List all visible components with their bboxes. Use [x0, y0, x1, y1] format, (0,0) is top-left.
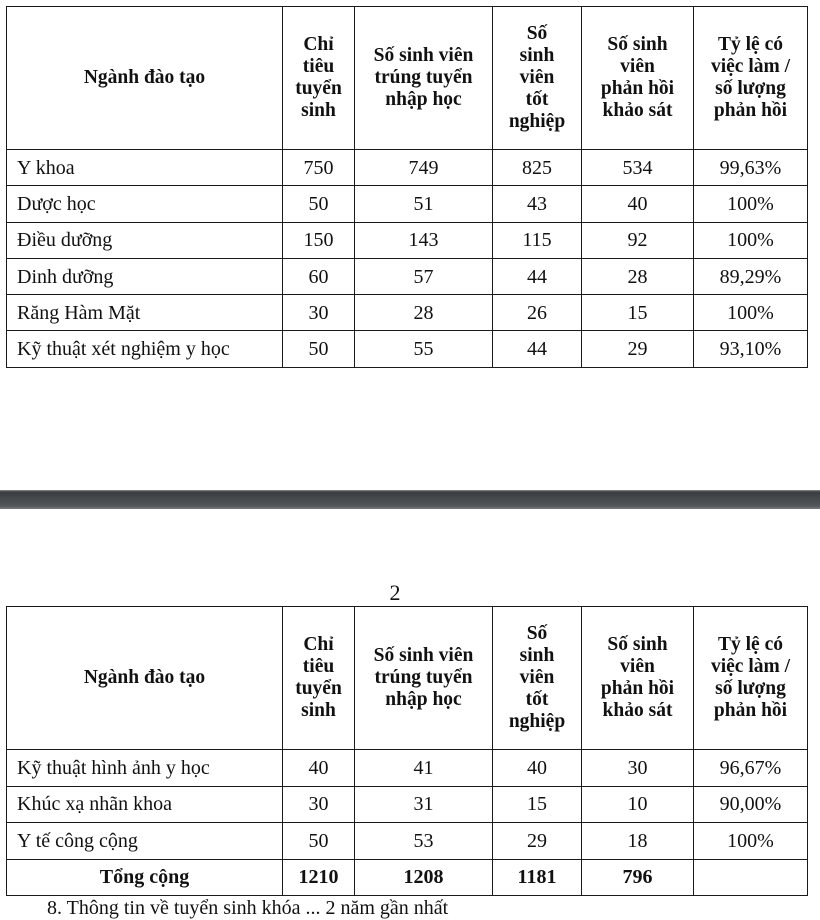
header-major: Ngành đào tạo: [7, 607, 283, 750]
cell-responded: 30: [582, 750, 694, 787]
table-row: [7, 295, 808, 331]
cell-enrolled: 31: [355, 786, 493, 823]
cell-total-label: Tổng cộng: [7, 859, 283, 896]
cell-total-quota: 1210: [283, 859, 355, 896]
table-row: [7, 786, 808, 823]
cell-employment-rate: 100%: [694, 222, 808, 258]
header-quota: Chỉ tiêu tuyển sinh: [283, 7, 355, 150]
cell-responded: 40: [582, 186, 694, 222]
cell-employment-rate: 100%: [694, 823, 808, 860]
cell-major: Dược học: [7, 186, 283, 222]
cell-quota: 50: [283, 186, 355, 222]
cell-total-employment-rate: [694, 859, 808, 896]
cell-major: Điều dưỡng: [7, 222, 283, 258]
cell-graduated: 44: [493, 331, 582, 367]
header-responded: Số sinh viên phản hồi khảo sát: [582, 7, 694, 150]
cell-responded: 29: [582, 331, 694, 367]
cell-major: Kỹ thuật xét nghiệm y học: [7, 331, 283, 367]
header-employment-rate: Tỷ lệ có việc làm / số lượng phản hồi: [694, 7, 808, 150]
cell-quota: 30: [283, 295, 355, 331]
cell-graduated: 29: [493, 823, 582, 860]
cell-enrolled: 28: [355, 295, 493, 331]
cell-enrolled: 57: [355, 258, 493, 294]
cell-major: Khúc xạ nhãn khoa: [7, 786, 283, 823]
cell-employment-rate: 100%: [694, 295, 808, 331]
table-header-row: [7, 607, 808, 750]
header-employment-rate: Tỷ lệ có việc làm / số lượng phản hồi: [694, 607, 808, 750]
header-quota: Chỉ tiêu tuyển sinh: [283, 607, 355, 750]
cell-employment-rate: 89,29%: [694, 258, 808, 294]
header-graduated: Số sinh viên tốt nghiệp: [493, 7, 582, 150]
cell-graduated: 825: [493, 150, 582, 186]
cell-quota: 150: [283, 222, 355, 258]
cell-responded: 15: [582, 295, 694, 331]
header-graduated: Số sinh viên tốt nghiệp: [493, 607, 582, 750]
table-row: [7, 222, 808, 258]
cell-quota: 40: [283, 750, 355, 787]
cell-enrolled: 53: [355, 823, 493, 860]
table-row: [7, 150, 808, 186]
cell-major: Y khoa: [7, 150, 283, 186]
cell-major: Răng Hàm Mặt: [7, 295, 283, 331]
cell-enrolled: 41: [355, 750, 493, 787]
cell-employment-rate: 99,63%: [694, 150, 808, 186]
cell-graduated: 43: [493, 186, 582, 222]
cell-employment-rate: 90,00%: [694, 786, 808, 823]
table-header-row: [7, 7, 808, 150]
cell-responded: 10: [582, 786, 694, 823]
cell-total-enrolled: 1208: [355, 859, 493, 896]
cell-graduated: 44: [493, 258, 582, 294]
cell-enrolled: 143: [355, 222, 493, 258]
header-responded: Số sinh viên phản hồi khảo sát: [582, 607, 694, 750]
cell-graduated: 15: [493, 786, 582, 823]
cell-quota: 750: [283, 150, 355, 186]
cell-enrolled: 55: [355, 331, 493, 367]
cell-major: Kỹ thuật hình ảnh y học: [7, 750, 283, 787]
cell-major: Y tế công cộng: [7, 823, 283, 860]
table-row: [7, 258, 808, 294]
cell-responded: 534: [582, 150, 694, 186]
section-heading-partial: 8. Thông tin về tuyển sinh khóa ... 2 năm gần nhất: [47, 897, 449, 919]
cell-quota: 30: [283, 786, 355, 823]
table-row: [7, 186, 808, 222]
cell-graduated: 40: [493, 750, 582, 787]
graduate-employment-table-part-1: [6, 6, 808, 368]
header-enrolled: Số sinh viên trúng tuyển nhập học: [355, 607, 493, 750]
cell-employment-rate: 96,67%: [694, 750, 808, 787]
cell-responded: 92: [582, 222, 694, 258]
cell-graduated: 115: [493, 222, 582, 258]
cell-graduated: 26: [493, 295, 582, 331]
cell-total-responded: 796: [582, 859, 694, 896]
cell-quota: 50: [283, 331, 355, 367]
cell-employment-rate: 100%: [694, 186, 808, 222]
cell-enrolled: 51: [355, 186, 493, 222]
cell-enrolled: 749: [355, 150, 493, 186]
page-divider: [0, 490, 820, 509]
table-row: [7, 750, 808, 787]
cell-responded: 28: [582, 258, 694, 294]
cell-quota: 60: [283, 258, 355, 294]
page-number: 2: [389, 580, 401, 605]
cell-major: Dinh dưỡng: [7, 258, 283, 294]
cell-total-graduated: 1181: [493, 859, 582, 896]
table-total-row: [7, 859, 808, 896]
cell-responded: 18: [582, 823, 694, 860]
graduate-employment-table-part-2: [6, 606, 808, 896]
header-major: Ngành đào tạo: [7, 7, 283, 150]
cell-quota: 50: [283, 823, 355, 860]
cell-employment-rate: 93,10%: [694, 331, 808, 367]
table-row: [7, 823, 808, 860]
header-enrolled: Số sinh viên trúng tuyển nhập học: [355, 7, 493, 150]
table-row: [7, 331, 808, 367]
